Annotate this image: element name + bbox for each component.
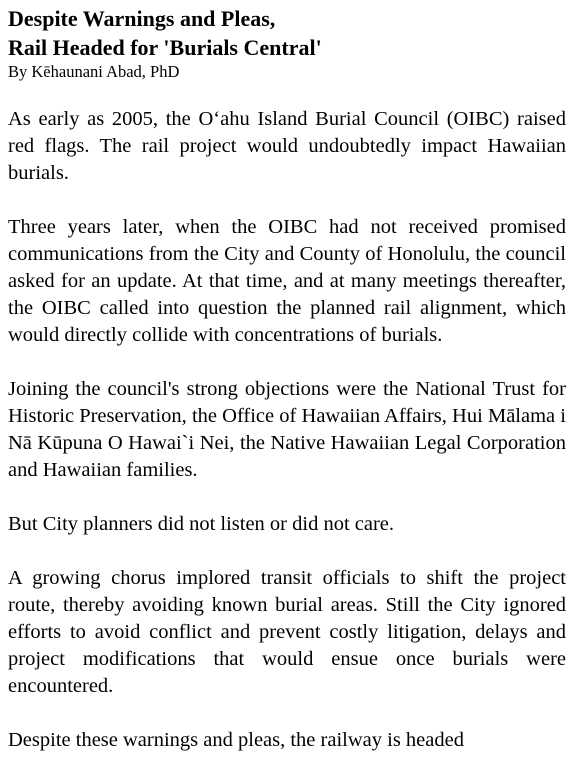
article xyxy=(8,4,566,781)
paragraph-5: A growing chorus implored transit officials to shift the project route, thereby avoiding known burial areas. Still the City ignored efforts to avoid conflict and prevent costly litigation, delays and project modifications that would ensue once burials were encountered. xyxy=(8,567,566,697)
headline-line-1: Despite Warnings and Pleas, xyxy=(8,6,276,31)
headline xyxy=(8,4,566,62)
byline: By Kēhaunani Abad, PhD xyxy=(8,62,180,81)
paragraph-6: Despite these warnings and pleas, the railway is headed xyxy=(8,729,464,751)
headline-line-2: Rail Headed for 'Burials Central' xyxy=(8,35,322,60)
paragraph-1: As early as 2005, the Oʻahu Island Burial Council (OIBC) raised red flags. The rail project would undoubtedly impact Hawaiian burials. xyxy=(8,108,566,184)
paragraph-3: Joining the council's strong objections were the National Trust for Historic Preservation, the Office of Hawaiian Affairs, Hui Mālama i Nā Kūpuna O Hawai`i Nei, the Native Hawaiian Legal Corporation and Hawaiian families. xyxy=(8,378,566,481)
paragraph-2: Three years later, when the OIBC had not received promised communications from the City and County of Honolulu, the council asked for an update. At that time, and at many meetings thereafter, the OIBC called into question the planned rail alignment, which would directly collide with concentrations of burials. xyxy=(8,216,566,346)
paragraph-4: But City planners did not listen or did not care. xyxy=(8,513,395,535)
